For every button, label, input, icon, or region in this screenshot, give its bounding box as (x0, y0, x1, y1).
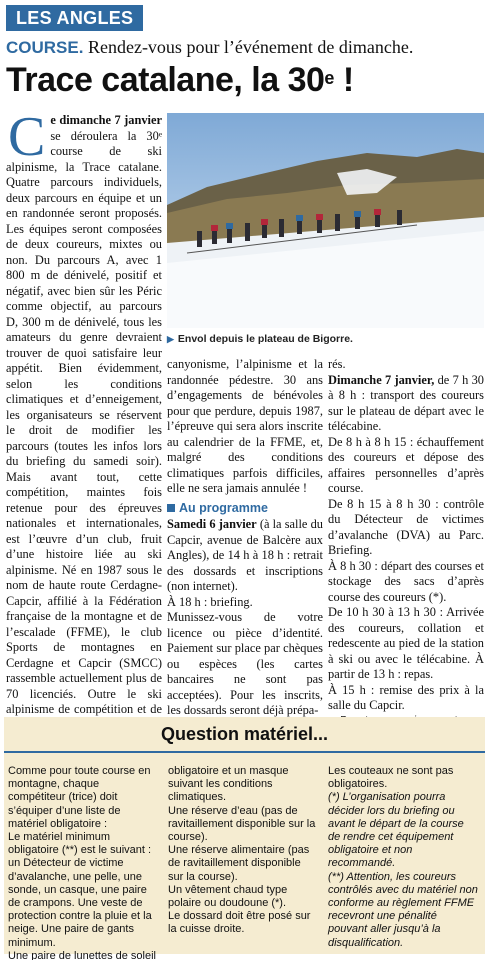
headline (6, 60, 354, 100)
intro-date: e dimanche 7 janvier (50, 113, 162, 127)
box-note: (*) L’organisation pourra décider lors du briefing ou avant le départ de la course de rendre cet équipement obligatoire et non recommandé. (328, 791, 464, 870)
race-photo (167, 113, 484, 328)
box-text: Un vêtement chaud type polaire ou doudoune (*). (168, 883, 288, 910)
article-column-2 (167, 357, 323, 719)
box-text: Une réserve alimentaire (pas de ravitaillement disponible sur la course). (168, 844, 310, 883)
program-item: De 10 h 30 à 13 h 30 : Arrivée des coureurs, collation et redescente au pied de la station à ski ou avec le télécabine. À partir de 13 h : repas. (328, 605, 484, 681)
headline-main: Trace catalane, la 30 (6, 61, 325, 99)
caption-triangle-icon: ▶ (167, 334, 174, 344)
box-text: obligatoire et un masque suivant les conditions climatiques. (168, 765, 289, 804)
box-text: Une paire de lunettes de soleil (8, 949, 156, 960)
box-text: Le matériel minimum obligatoire (**) est le suivant : un Détecteur de victime d’avalanche, une pelle, une sonde, un casque, une paire de crampons. Une veste de protection contre la pluie et la neige. Une paire de gants minimum. (8, 831, 152, 949)
saturday-date: Samedi 6 janvier (167, 517, 257, 531)
box-column-2 (168, 765, 318, 937)
headline-end: ! (333, 61, 354, 99)
box-text: Une réserve d’eau (pas de ravitaillement disponible sur la course). (168, 804, 316, 844)
equipment-box (4, 717, 485, 960)
program-heading-text: Au programme (179, 500, 268, 515)
article-text-1: se déroulera la 30ᵉ course de ski alpinisme, la Trace catalane. Quatre parcours individuels, deux parcours en équipe et un en randonnée seront proposés. Les équipes seront composées de deux coureurs, mixtes ou non. Du parcours A, avec 1 800 m de dénivelé, positif et négatif, avec bien sûr les Péric comme objectif, au parcours D, 300 m de dénivelé, tous les amateurs du genre devraient trouver de quoi satisfaire leur appétit. Bien évidemment, selon les conditions climatiques et d’enneigement, les organisateurs se réservent le droit de modifier les parcours (toutes les infos lors du briefing du samedi soir). Mais avant tout, cette compétition, maintes fois retenue pour des épreuves nationales et internationales, est l’œuvre d’un club, fruit d’une histoire liée au ski alpinisme. Né en 1987 sous le nom de haute route Cerdagne-Capcir, affilié à la Fédération française de la montagne et de l’escalade (FFME), le club Sports de montagnes en Cerdagne et Capcir (SMCC) rassemble actuellement plus de 70 licenciés. Outre le ski alpinisme de compétition et de (6, 128, 162, 716)
box-column-3 (328, 765, 478, 950)
section-rubric: LES ANGLES (6, 5, 143, 31)
licence-text: Munissez-vous de votre licence ou pièce d’identité. Paiement sur place par chèques ou espèces (les cartes bancaires ne sont pas acceptées). Pour les inscrits, les dossards seront déjà prépa- (167, 610, 323, 717)
box-text: Les couteaux ne sont pas obligatoires. (328, 765, 454, 791)
box-text: Comme pour toute course en montagne, chaque compétiteur (trice) doit s’équiper d’une liste de matériel obligatoire : (8, 765, 151, 830)
sunday-date: Dimanche 7 janvier, (328, 372, 435, 387)
box-note: (**) Attention, les coureurs contrôlés avec du matériel non conforme au règlement FFME recevront une pénalité pouvant aller jusqu’à la disqualification. (328, 870, 478, 949)
photo-caption (167, 332, 484, 346)
article-column-1 (6, 106, 162, 749)
article-column-3 (328, 357, 484, 740)
headline-superscript: e (324, 68, 334, 88)
dropcap: C (8, 106, 46, 168)
saturday-text: (à la salle du Capcir, avenue de Balcère aux Angles), de 14 h à 18 h : retrait des dossards et inscriptions (non internet). (167, 517, 323, 593)
square-bullet-icon (167, 504, 175, 512)
article-text-2: canyonisme, l’alpinisme et la randonnée pédestre. 30 ans d’engagements de bénévoles pour que perdure, depuis 1987, l’épreuve qui sera alors inscrite au calendrier de la FFME, et, malgré des conditions climatiques parfois difficiles, elle ne sera jamais annulée ! (167, 357, 323, 495)
program-item: De 8 h à 8 h 15 : échauffement des coureurs et dépose des affaires personnelles d’après course. (328, 434, 484, 495)
sunday-text: de 7 h 30 à 8 h : transport des coureurs sur le plateau de départ avec le télécabine. (328, 372, 485, 433)
program-item: De 8 h 15 à 8 h 30 : contrôle du Détecteur de victimes d’avalanche (DVA) au Parc. Briefing. (328, 496, 484, 557)
box-column-1 (8, 765, 158, 960)
caption-text: Envol depuis le plateau de Bigorre. (177, 333, 353, 345)
box-text: Le dossard doit être posé sur la cuisse droite. (168, 910, 311, 936)
briefing-text: À 18 h : briefing. (167, 594, 253, 609)
kicker-line (6, 37, 413, 58)
kicker: COURSE. (6, 38, 84, 57)
subhead: Rendez-vous pour l’événement de dimanche. (87, 37, 414, 57)
col3-start: rés. (328, 357, 346, 371)
program-item: À 8 h 30 : départ des courses et stockage des sacs d’après course des coureurs (*). (328, 558, 484, 604)
program-item: À 15 h : remise des prix à la salle du Capcir. (328, 682, 484, 712)
skiers-illustration (167, 113, 484, 328)
box-divider (4, 751, 485, 753)
box-title: Question matériel... (160, 724, 329, 744)
program-heading (167, 501, 323, 517)
